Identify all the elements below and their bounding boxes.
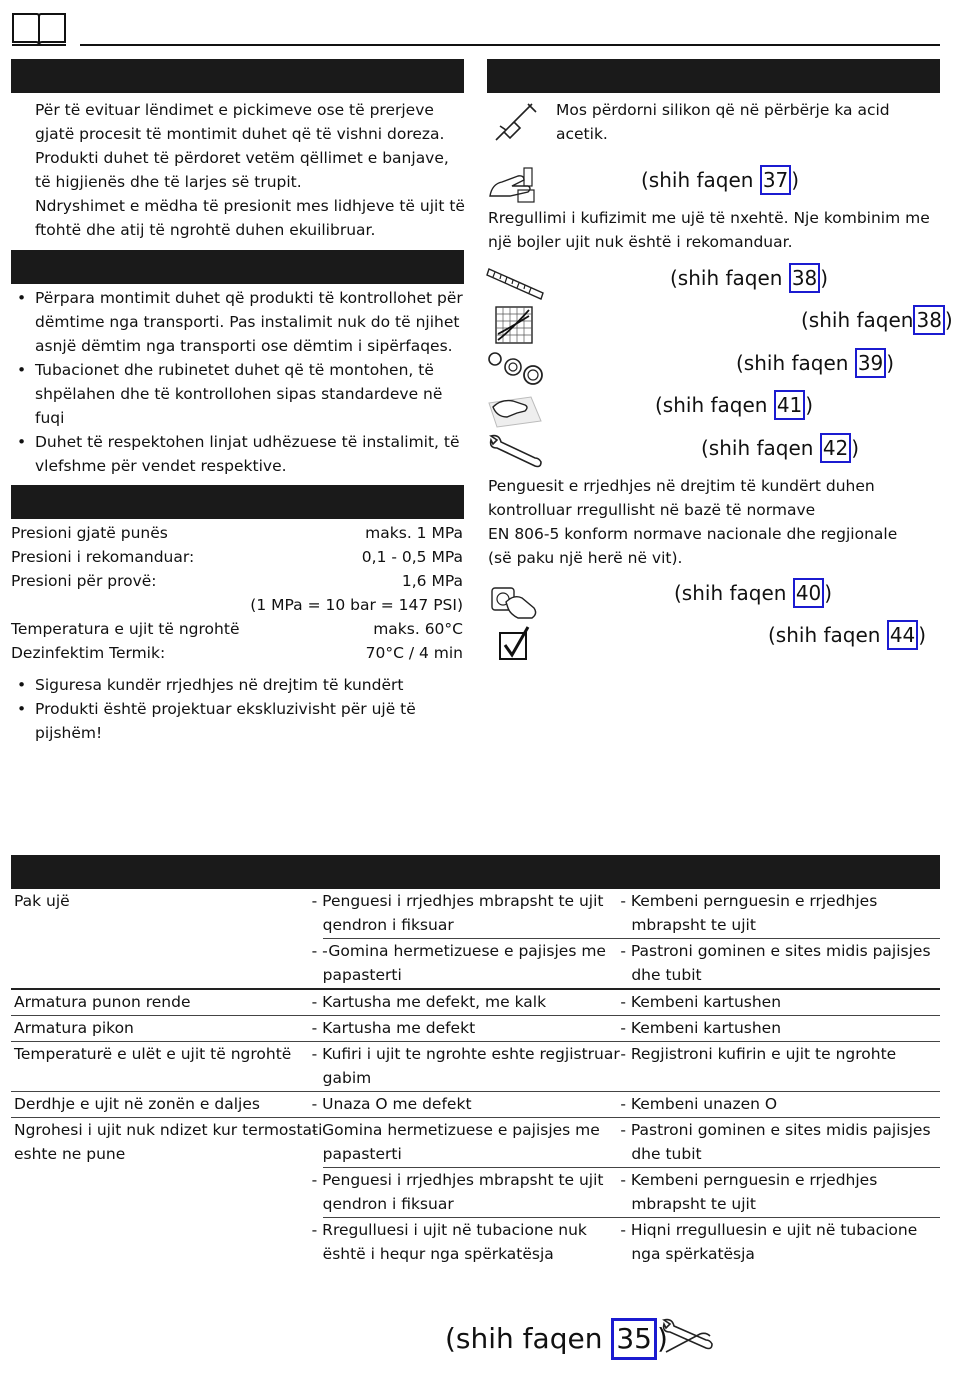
page-link[interactable]: 42 bbox=[820, 433, 851, 463]
table-row bbox=[11, 1218, 940, 1268]
section-bar-troubleshooting bbox=[11, 855, 940, 889]
table-row bbox=[11, 1042, 940, 1092]
install-bullets bbox=[11, 286, 464, 478]
ruler-icon bbox=[487, 263, 545, 301]
backflow-note: Penguesit e rrjedhjes në drejtim të kundërt duhen kontrolluar rregullisht në bazë të normave EN 806-5 konform normave nacionale dhe regjionale (së paku një herë në vit). bbox=[488, 477, 898, 567]
wrench-icon bbox=[487, 434, 545, 472]
problem-cell: Armatura punon rende bbox=[11, 989, 323, 1016]
remedy-cell: - Kembeni pernguesin e rrjedhjes mbrapsht te ujit bbox=[631, 1168, 940, 1218]
tech-value: (1 MPa = 10 bar = 147 PSI) bbox=[250, 596, 463, 614]
page-ref: (shih faqen 40 ) bbox=[674, 578, 832, 608]
list-item: • Produkti është projektuar ekskluzivisht për ujë të pijshëm! bbox=[11, 697, 431, 745]
page-ref: (shih faqen 38 ) bbox=[801, 305, 953, 335]
hand-button-icon bbox=[490, 580, 540, 620]
page-ref: (shih faqen 39 ) bbox=[736, 348, 894, 378]
silicone-note: Mos përdorni silikon që në përbërje ka acid acetik. bbox=[556, 101, 890, 143]
page-link[interactable]: 38 bbox=[913, 305, 944, 335]
tech-label: Presioni i rekomanduar: bbox=[11, 548, 195, 566]
remedy-cell: - Pastroni gominen e sites midis pajisjes dhe tubit bbox=[631, 1118, 940, 1168]
fittings-icon bbox=[487, 349, 545, 387]
page-ref: (shih faqen 37 ) bbox=[641, 165, 799, 195]
problem-cell: Ngrohesi i ujit nuk ndizet kur termostati eshte ne pune bbox=[14, 1121, 323, 1163]
cause-cell: - Kartusha me defekt, me kalk bbox=[323, 989, 632, 1016]
page-link[interactable]: 41 bbox=[774, 390, 805, 420]
page-link[interactable]: 38 bbox=[789, 263, 820, 293]
page-link[interactable]: 44 bbox=[887, 620, 918, 650]
hand-cleaning-icon bbox=[487, 393, 543, 429]
problem-cell: Pak ujë bbox=[14, 892, 70, 910]
page-ref: (shih faqen 38 ) bbox=[670, 263, 828, 293]
problem-cell bbox=[11, 939, 323, 990]
problem-cell: Derdhje e ujit në zonën e daljes bbox=[11, 1092, 323, 1118]
tech-label: Presioni gjatë punës bbox=[11, 524, 168, 542]
remedy-cell: - Hiqni rregulluesin e ujit në tubacione nga spërkatësja bbox=[620, 1221, 918, 1263]
tech-label: Temperatura e ujit të ngrohtë bbox=[11, 620, 240, 638]
page-link[interactable]: 40 bbox=[793, 578, 824, 608]
graph-icon bbox=[495, 306, 533, 344]
page-ref: (shih faqen 42 ) bbox=[701, 433, 859, 463]
tech-value: 70°C / 4 min bbox=[365, 644, 463, 662]
tech-value: 0,1 - 0,5 MPa bbox=[361, 548, 463, 566]
list-item: • Tubacionet dhe rubinetet duhet që të montohen, të shpëlahen dhe të kontrollohen sipas standardeve në fuqi bbox=[11, 358, 464, 430]
checkbox-icon bbox=[498, 625, 532, 661]
tech-label: Dezinfektim Termik: bbox=[11, 644, 166, 662]
troubleshooting-table bbox=[11, 889, 940, 1267]
cause-cell: - Penguesi i rrjedhjes mbrapsht te ujit qendron i fiksuar bbox=[323, 1168, 632, 1218]
list-item: • Duhet të respektohen linjat udhëzuese të instalimit, të vlefshme për vendet respektive. bbox=[11, 430, 464, 478]
list-item: • Siguresa kundër rrjedhjes në drejtim të kundërt bbox=[11, 673, 431, 697]
table-row bbox=[11, 1016, 940, 1042]
footer-page-link[interactable]: 35 bbox=[611, 1318, 657, 1360]
page-ref: (shih faqen 41 ) bbox=[655, 390, 813, 420]
hand-thermometer-icon bbox=[488, 166, 538, 204]
problem-cell bbox=[11, 1218, 323, 1268]
section-bar-right bbox=[487, 59, 940, 93]
problem-cell bbox=[11, 1168, 323, 1218]
remedy-cell: - Kembeni pernguesin e rrjedhjes mbrapsht te ujit bbox=[631, 889, 940, 939]
table-row bbox=[11, 889, 940, 939]
cause-cell: - Gomina hermetizuese e pajisjes me papasterti bbox=[323, 1118, 632, 1168]
table-row bbox=[11, 1092, 940, 1118]
cause-cell: - -Gomina hermetizuese e pajisjes me papasterti bbox=[323, 939, 632, 990]
section-bar-safety bbox=[11, 59, 464, 93]
page-link[interactable]: 37 bbox=[760, 165, 791, 195]
cause-cell: - Rregulluesi i ujit në tubacione nuk është i hequr nga spërkatësja bbox=[311, 1221, 587, 1263]
tech-label: Presioni për provë: bbox=[11, 572, 157, 590]
cause-cell: - Kufiri i ujit te ngrohte eshte regjistruar gabim bbox=[323, 1042, 632, 1092]
remedy-cell: - Kembeni unazen O bbox=[631, 1092, 940, 1118]
cause-cell: - Kartusha me defekt bbox=[323, 1016, 632, 1042]
table-row bbox=[11, 989, 940, 1016]
cause-cell: - Unaza O me defekt bbox=[323, 1092, 632, 1118]
book-icon bbox=[11, 11, 67, 47]
header-rule bbox=[80, 44, 940, 46]
tech-bullets bbox=[11, 673, 431, 745]
remedy-cell: - Kembeni kartushen bbox=[631, 1016, 940, 1042]
tech-data bbox=[11, 521, 463, 665]
boiler-note: Rregullimi i kufizimit me ujë të nxehtë. Nje kombinim me një bojler ujit nuk është i rekomanduar. bbox=[488, 209, 930, 251]
list-item: • Përpara montimit duhet që produkti të kontrollohet për dëmtime nga transporti. Pas instalimit nuk do të njihet asnjë dëmtim nga transporti ose dëmtim i sipërfaqes. bbox=[11, 286, 464, 358]
cause-cell: - Penguesi i rrjedhjes mbrapsht te ujit qendron i fiksuar bbox=[323, 889, 632, 939]
safety-text: Për të evituar lëndimet e pickimeve ose të prerjeve gjatë procesit të montimit duhet që të vishni doreza. Produkti duhet të përdoret vetëm qëllimet e banjave, të higjienës dhe të larjes së trupit. Ndryshimet e mëdha të presionit mes lidhjeve të ujit të ftohtë dhe atij të ngrohtë duhen ekuilibruar. bbox=[35, 101, 465, 239]
table-row bbox=[11, 939, 940, 990]
problem-cell: Armatura pikon bbox=[11, 1016, 323, 1042]
section-bar-install bbox=[11, 250, 464, 284]
remedy-cell: - Regjistroni kufirin e ujit te ngrohte bbox=[631, 1042, 940, 1092]
table-row bbox=[11, 1168, 940, 1218]
table-row bbox=[11, 1118, 940, 1168]
section-bar-tech bbox=[11, 485, 464, 519]
page-link[interactable]: 39 bbox=[855, 348, 886, 378]
silicone-gun-icon bbox=[492, 100, 538, 142]
wrench-icon bbox=[660, 1318, 716, 1358]
tech-value: maks. 60°C bbox=[373, 620, 463, 638]
remedy-cell: - Pastroni gominen e sites midis pajisjes dhe tubit bbox=[631, 939, 940, 990]
remedy-cell: - Kembeni kartushen bbox=[631, 989, 940, 1016]
footer-page-ref: (shih faqen 35 ) bbox=[445, 1318, 668, 1360]
page-ref: (shih faqen 44 ) bbox=[768, 620, 926, 650]
problem-cell: Temperaturë e ulët e ujit të ngrohtë bbox=[11, 1042, 323, 1092]
tech-value: 1,6 MPa bbox=[401, 572, 463, 590]
tech-value: maks. 1 MPa bbox=[365, 524, 463, 542]
